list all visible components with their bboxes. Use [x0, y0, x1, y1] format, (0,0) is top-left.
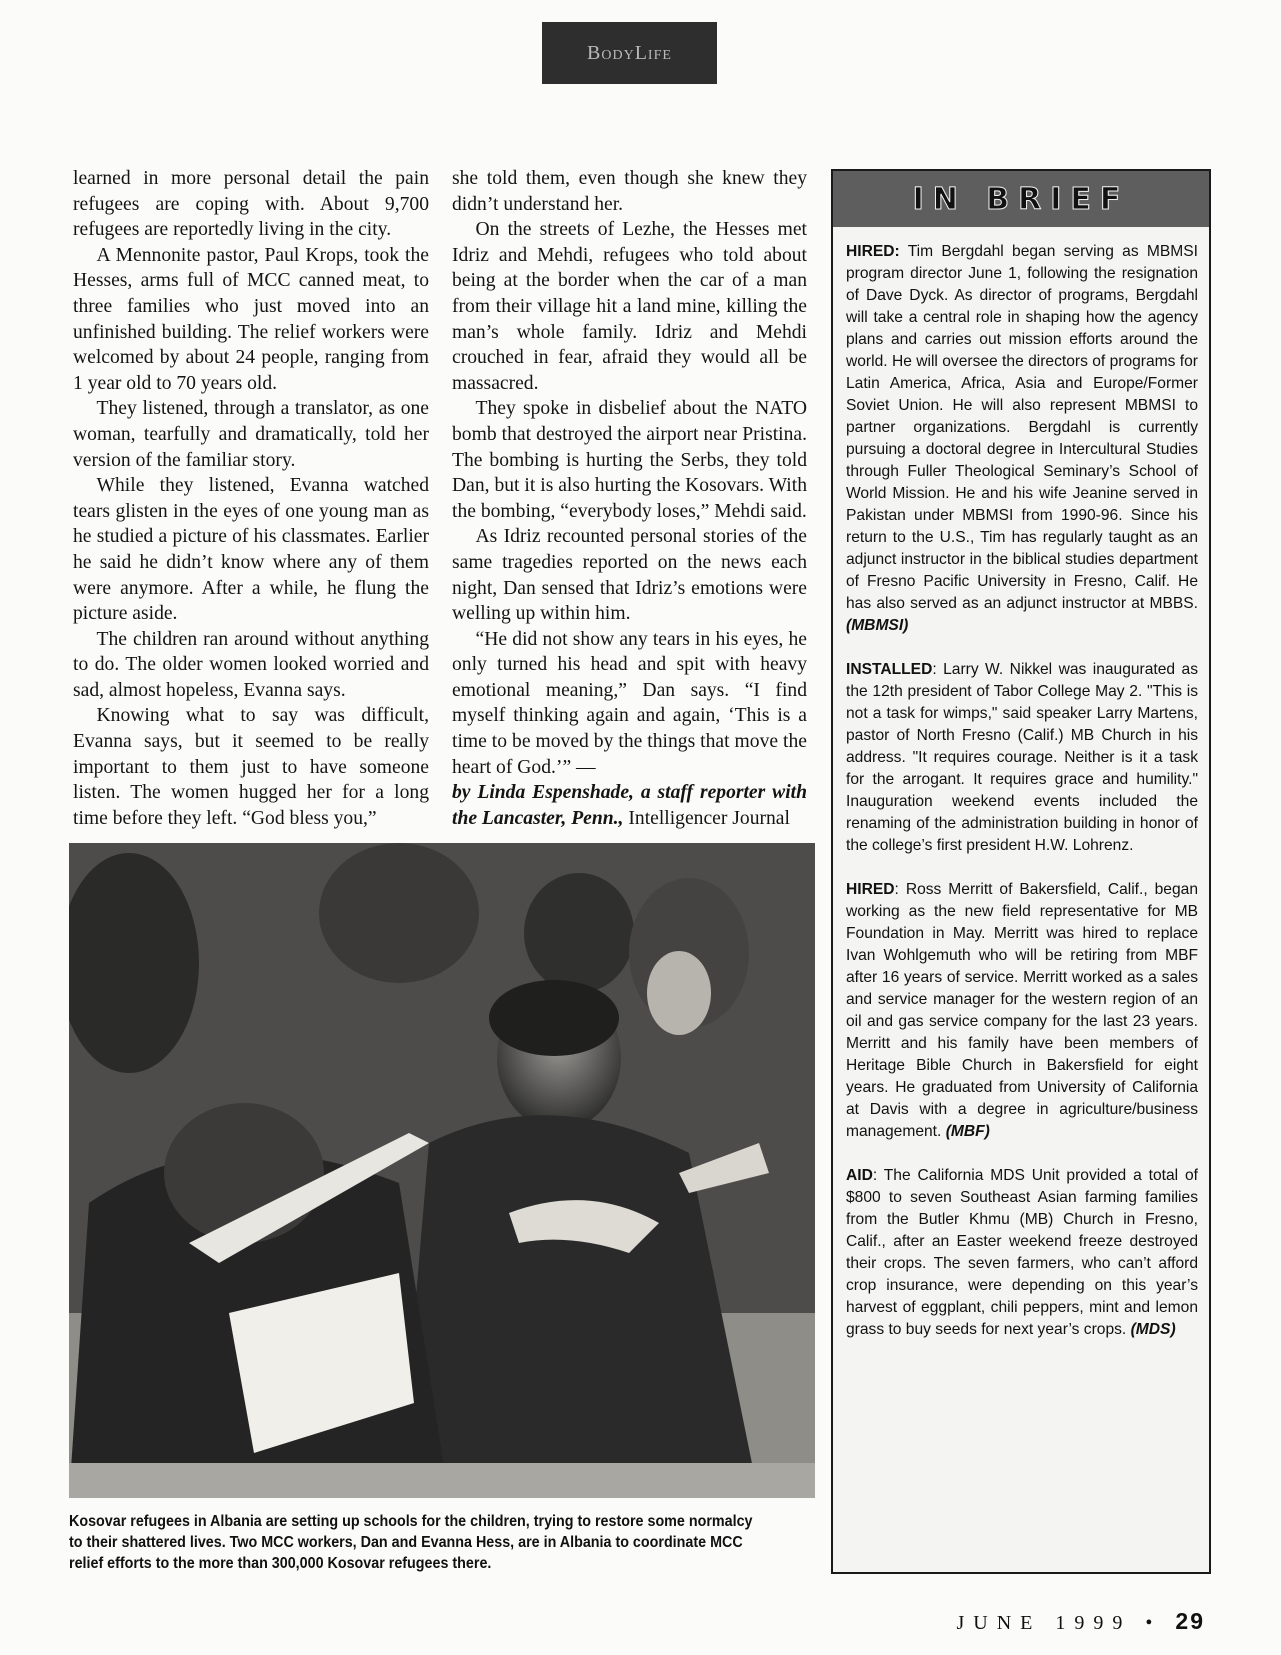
- paragraph: Knowing what to say was difficult, Evanna says, but it seemed to be really important to them just to have someone listen. The women hugged her for a long time before they left. “God bless you,”: [73, 705, 429, 829]
- issue-date: JUNE 1999 •: [956, 1612, 1162, 1634]
- page-footer: [905, 1608, 1205, 1635]
- in-brief-title: IN BRIEF: [912, 181, 1130, 217]
- paragraph: On the streets of Lezhe, the Hesses met Idriz and Mehdi, refugees who told about being at the border when the car of a man from their village hit a land mine, killing the man’s whole family. Idriz and Mehdi crouched in fear, afraid they would all be massacred.: [452, 219, 807, 394]
- brief-item: [846, 659, 1198, 857]
- in-brief-sidebar: [831, 169, 1211, 1574]
- brief-label: AID: [846, 1167, 873, 1184]
- paragraph: she told them, even though she knew they didn’t understand her.: [452, 168, 807, 215]
- byline-publication: Intelligencer Journal: [623, 807, 790, 829]
- brief-item: [846, 879, 1198, 1143]
- in-brief-header: [833, 171, 1209, 227]
- brief-item: [846, 1165, 1198, 1341]
- brief-item: [846, 241, 1198, 637]
- brief-label: HIRED:: [846, 243, 900, 260]
- section-header: BodyLife: [542, 22, 717, 84]
- paragraph: A Mennonite pastor, Paul Krops, took the Hesses, arms full of MCC canned meat, to three families who just moved into an unfinished building. The relief workers were welcomed by about 24 people, ranging from 1 year old to 70 years old.: [73, 244, 429, 394]
- byline: [452, 780, 807, 831]
- paragraph: “He did not show any tears in his eyes, he only turned his head and spit with heavy emotional meaning,” Dan says. “I find myself thinking again and again, ‘This is a time to be moved by the things that move the heart of God.’” —: [452, 628, 807, 778]
- refugee-children-photo: [69, 843, 815, 1498]
- paragraph: They spoke in disbelief about the NATO bomb that destroyed the airport near Pristina. The bombing is hurting the Serbs, they told Dan, but it is also hurting the Kosovars. With the bombing, “everybody loses,” Mehdi said.: [452, 398, 807, 522]
- brief-source: (MBMSI): [846, 617, 909, 634]
- article-column-2: [452, 166, 807, 831]
- brief-text: : The California MDS Unit provided a total of $800 to seven Southeast Asian farming families from the Butler Khmu (MB) Church in Fresno, Calif., after an Easter weekend freeze destroyed their crops. The seven farmers, who can’t afford crop insurance, were depending on this year’s harvest of eggplant, chili peppers, mint and lemon grass to buy seeds for next year’s crops.: [846, 1167, 1198, 1338]
- brief-source: (MBF): [945, 1123, 990, 1140]
- paragraph: learned in more personal detail the pain refugees are coping with. About 9,700 refugees are reportedly living in the city.: [73, 168, 429, 241]
- paragraph: They listened, through a translator, as one woman, tearfully and dramatically, told her version of the familiar story.: [73, 398, 429, 471]
- article-column-1: [73, 166, 429, 831]
- page-number: 29: [1175, 1608, 1205, 1634]
- brief-text: : Ross Merritt of Bakersfield, Calif., began working as the new field representative for MB Foundation in May. Merritt was hired to replace Ivan Wohlgemuth who will be retiring from MBF after 16 years of service. Merritt worked as a sales and service manager for the western region of an oil and gas service company for the last 23 years. Merritt and his family have been members of Heritage Bible Church in Bakersfield for eight years. He graduated from University of California at Davis with a degree in agriculture/business management.: [846, 881, 1198, 1140]
- brief-label: INSTALLED: [846, 661, 933, 678]
- paragraph: While they listened, Evanna watched tears glisten in the eyes of one young man as he studied a picture of his classmates. Earlier he said he didn’t know where any of them were anymore. After a while, he flung the picture aside.: [73, 475, 429, 625]
- brief-text: : Larry W. Nikkel was inaugurated as the 12th president of Tabor College May 2. "This is not a task for wimps," said speaker Larry Martens, pastor of North Fresno (Calif.) MB Church in his address. "It requires courage. Neither is it a task for the arrogant. It requires grace and humility." Inauguration weekend events included the renaming of the administration building in honor of the college’s first president H.W. Lohrenz.: [846, 661, 1198, 854]
- brief-text: Tim Bergdahl began serving as MBMSI program director June 1, following the resignation of Dave Dyck. As director of programs, Bergdahl will take a central role in shaping how the agency plans and carries out mission efforts around the world. He will oversee the directors of programs for Latin America, Africa, Asia and Europe/Former Soviet Union. He will also represent MBMSI to partner organizations. Bergdahl is currently pursuing a doctoral degree in Intercultural Studies through Fuller Theological Seminary’s School of World Mission. He and his wife Jeanine served in Pakistan under MBMSI from 1990-96. Since his return to the U.S., Tim has regularly taught as an adjunct instructor in the biblical studies department of Fresno Pacific University in Fresno, Calif. He has also served as an adjunct instructor at MBBS.: [846, 243, 1198, 612]
- byline-author: by Linda Espenshade, a staff reporter with the Lancaster, Penn.,: [452, 782, 807, 829]
- photo-caption: Kosovar refugees in Albania are setting up schools for the children, trying to restore some normalcy to their shattered lives. Two MCC workers, Dan and Evanna Hess, are in Albania to coordinate MCC relief efforts to the more than 300,000 Kosovar refugees there.: [69, 1513, 753, 1572]
- paragraph: As Idriz recounted personal stories of the same tragedies reported on the news each night, Dan sensed that Idriz’s emotions were welling up within him.: [452, 526, 807, 625]
- brief-source: (MDS): [1130, 1321, 1176, 1338]
- brief-label: HIRED: [846, 881, 895, 898]
- paragraph: The children ran around without anything to do. The older women looked worried and sad, almost hopeless, Evanna says.: [73, 628, 429, 701]
- in-brief-body: [833, 227, 1209, 1341]
